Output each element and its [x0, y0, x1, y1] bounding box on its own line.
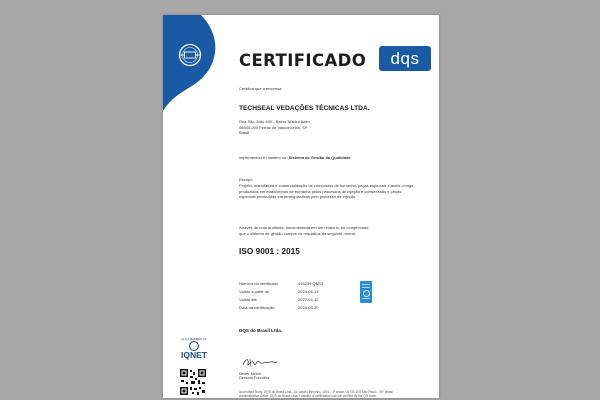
footer-line-1: Accredited Body: DQS do Brasil Ltda., Av. Adolfo Pinheiro, 1001 - 3º andar, 04733-100 São Paulo - SP, Brasil [239, 390, 393, 394]
detail-row [239, 289, 323, 297]
signatory-title: Diretoria Executiva [239, 376, 270, 380]
implements-suffix: . [350, 155, 352, 160]
detail-row [239, 305, 323, 313]
iqnet-wordmark: IQNET [181, 350, 207, 360]
detail-label: Número do certificado [239, 281, 279, 286]
dqs-logo: dqs [379, 46, 431, 71]
detail-value: 2024-04-13 [298, 289, 319, 294]
address-line-3: Brasil [239, 130, 250, 135]
signatory-name: Dexter Minieri [239, 372, 262, 376]
company-name: TECHSEAL VEDAÇÕES TÉCNICAS LTDA. [239, 105, 370, 112]
footer-line-2: Administrative Office: DQS do Brasil Ltda. / Validity of certification can be verified by the QR code. [239, 393, 377, 398]
iqnet-ring-icon [189, 341, 199, 351]
address-line-2: 08540-200 Ferraz de Vasconcelos, SP [239, 124, 308, 130]
certificate-page [163, 15, 439, 398]
certificate-title: CERTIFICADO [239, 51, 367, 70]
detail-value: 416239 QM15 [298, 281, 324, 286]
implements-statement [239, 155, 352, 160]
management-system: Sistema de Gestão da Qualidade [288, 155, 351, 160]
footer-text [239, 391, 429, 398]
iqnet-logo [178, 337, 210, 360]
qr-code-icon [179, 368, 207, 396]
detail-label: Válido a partir de [239, 289, 270, 294]
detail-value: 2027-04-12 [298, 297, 319, 302]
scope-line-2: produzidos em elastômeros de borracha pelos processos de injeção e compressão e peças [239, 188, 402, 194]
iqnet-caption: IQ & A MEMBER OF [181, 337, 207, 341]
dqs-seal-icon [178, 43, 202, 67]
scope-label: Escopo: [239, 177, 254, 182]
accreditation-badge-icon [360, 281, 372, 303]
detail-value: 2024-03-20 [298, 305, 319, 310]
signature-image [241, 356, 279, 369]
scope-line-1: Projeto, manufatura e comercialização de compostos de borracha, peças especiais e anéis o'rings [239, 183, 414, 188]
implements-prefix: implementou e mantém um [239, 155, 289, 160]
intro-text: Certifica que a empresa [239, 86, 282, 91]
certificate-details [239, 281, 323, 313]
scope-line-3: especiais produzidas em termoplásticos pelo processo de injeção. [239, 194, 357, 199]
detail-label: Válido até [239, 297, 257, 302]
audit-line-1: Através de uma auditoria, documentada em um relatório, foi comprovado [239, 225, 369, 230]
issuer-name: DQS do Brasil Ltda. [239, 328, 283, 333]
audit-line-2: que o sistema de gestão cumpre os requisitos da seguinte norma: [239, 230, 356, 236]
detail-row [239, 297, 323, 305]
address-line-1: Rua São João 600 - Bairro Núcleo Itaim [239, 119, 310, 124]
iso-standard: ISO 9001 : 2015 [239, 246, 300, 256]
detail-row [239, 281, 323, 289]
detail-label: Data da certificação [239, 305, 275, 310]
